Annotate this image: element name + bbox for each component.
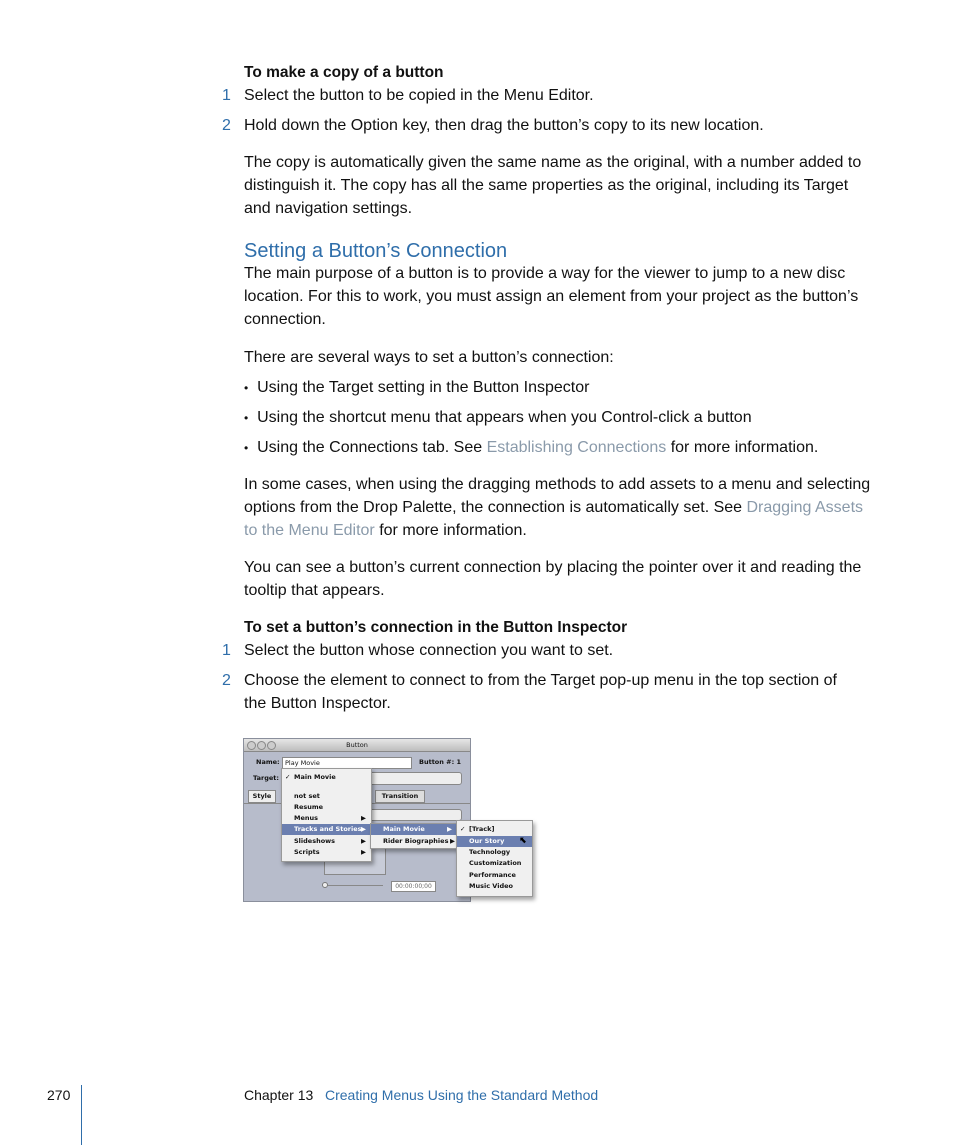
submenu-arrow-icon: ▶	[447, 825, 452, 833]
step-text: the Button Inspector.	[244, 695, 391, 712]
label: Scripts	[294, 848, 320, 856]
tab-transition[interactable]: Transition	[375, 790, 425, 803]
paragraph-line: The main purpose of a button is to provide a way for the viewer to jump to a new disc	[244, 265, 846, 282]
menu-item-scripts[interactable]	[282, 847, 371, 858]
title-bar	[244, 739, 470, 752]
stories-submenu	[456, 820, 533, 897]
menu-item-tracks-and-stories[interactable]	[282, 824, 371, 835]
paragraph-line: There are several ways to set a button’s connection:	[244, 349, 614, 366]
label: Main Movie	[294, 773, 336, 781]
paragraph-line: In some cases, when using the dragging methods to add assets to a menu and selecting	[244, 476, 871, 493]
submenu-arrow-icon: ▶	[361, 837, 366, 845]
menu-item-music-video[interactable]: Music Video	[469, 882, 513, 890]
paragraph-line: and navigation settings.	[244, 200, 413, 217]
menu-item-rider-biographies[interactable]	[371, 836, 457, 847]
paragraph-line: tooltip that appears.	[244, 582, 385, 599]
dragging-assets-link[interactable]: Dragging Assets	[746, 499, 864, 516]
label: Slideshows	[294, 837, 336, 845]
label: Menus	[294, 814, 319, 822]
button-number: 1	[456, 758, 461, 766]
paragraph-line: distinguish it. The copy has all the same properties as the original, including its Target	[244, 177, 849, 194]
paragraph-line: connection.	[244, 311, 326, 328]
step-text: Select the button to be copied in the Menu Editor.	[244, 87, 594, 104]
paragraph-line: location. For this to work, you must assign an element from your project as the button’s	[244, 288, 859, 305]
footer-chapter: Chapter 13	[244, 1087, 314, 1103]
submenu-arrow-icon: ▶	[361, 848, 366, 856]
menu-item-performance[interactable]: Performance	[469, 871, 516, 879]
dragging-assets-link[interactable]: to the Menu Editor	[244, 522, 375, 539]
menu-item-menus[interactable]	[282, 813, 371, 824]
menu-item-resume[interactable]: Resume	[294, 803, 324, 811]
label: Main Movie	[383, 825, 425, 833]
bullet-item: • Using the Target setting in the Button Inspector	[244, 379, 590, 396]
button-number-label	[419, 758, 461, 766]
label: Tracks and Stories	[294, 825, 362, 833]
section-heading: Setting a Button’s Connection	[244, 240, 508, 262]
text: options from the Drop Palette, the connection is automatically set. See	[244, 499, 747, 516]
menu-item-our-story[interactable]	[457, 836, 532, 847]
step-number: 2	[222, 117, 231, 134]
menu-item-track[interactable]	[457, 824, 532, 835]
pointer-cursor-icon: ⬉	[519, 836, 527, 846]
label: Our Story	[469, 837, 505, 845]
footer-rule	[81, 1085, 82, 1145]
menu-item-technology[interactable]: Technology	[469, 848, 511, 856]
tab-style[interactable]: Style	[248, 790, 276, 803]
submenu-arrow-icon: ▶	[361, 814, 366, 822]
target-label: Target:	[253, 774, 279, 782]
menu-item-slideshows[interactable]	[282, 836, 371, 847]
bullet-text: Using the shortcut menu that appears when you Control-click a button	[257, 409, 752, 426]
label: Button #:	[419, 758, 455, 766]
paragraph-line: The copy is automatically given the same name as the original, with a number added to	[244, 154, 862, 171]
footer-chapter-title: Creating Menus Using the Standard Method	[325, 1087, 599, 1103]
paragraph-line: You can see a button’s current connection by placing the pointer over it and reading the	[244, 559, 862, 576]
page-number: 270	[47, 1087, 71, 1103]
step-text: Choose the element to connect to from the Target pop-up menu in the top section of	[244, 672, 837, 689]
bullet-text: for more information.	[666, 439, 819, 456]
button-inspector-screenshot	[243, 738, 533, 904]
target-menu	[281, 768, 372, 862]
label: Rider Biographies	[383, 837, 449, 845]
step-number: 1	[222, 87, 231, 104]
paragraph-line	[244, 497, 863, 519]
bullet-text: Using the Connections tab. See	[257, 439, 487, 456]
procedure-heading: To set a button’s connection in the Button Inspector	[244, 619, 628, 636]
submenu-arrow-icon: ▶	[361, 825, 366, 833]
procedure-heading: To make a copy of a button	[244, 64, 444, 81]
menu-item-main-movie[interactable]	[282, 772, 371, 783]
label: [Track]	[469, 825, 495, 833]
name-field[interactable]: Play Movie	[282, 757, 412, 769]
bullet-item: • Using the Connections tab. See Establishing Connections for more information.	[244, 439, 819, 456]
window-title: Button	[346, 741, 368, 749]
bullet-item: • Using the shortcut menu that appears when you Control-click a button	[244, 409, 752, 426]
step-text: Select the button whose connection you want to set.	[244, 642, 614, 659]
submenu-arrow-icon: ▶	[450, 837, 455, 845]
step-text: Hold down the Option key, then drag the button’s copy to its new location.	[244, 117, 764, 134]
menu-item-not-set[interactable]: not set	[294, 792, 320, 800]
step-number: 1	[222, 642, 231, 659]
paragraph-line	[244, 520, 527, 542]
tracks-submenu	[370, 823, 458, 849]
name-label: Name:	[256, 758, 280, 766]
text: for more information.	[374, 522, 527, 539]
checkmark-icon: ✓	[460, 825, 466, 833]
slider-track[interactable]	[328, 885, 383, 886]
bullet-text: Using the Target setting in the Button Inspector	[257, 379, 590, 396]
checkmark-icon: ✓	[285, 773, 291, 781]
step-number: 2	[222, 672, 231, 689]
timecode-field[interactable]: 00:00:00;00	[391, 881, 436, 892]
establishing-connections-link[interactable]: Establishing Connections	[486, 439, 667, 456]
menu-item-main-movie[interactable]	[371, 824, 457, 835]
menu-item-customization[interactable]: Customization	[469, 859, 522, 867]
